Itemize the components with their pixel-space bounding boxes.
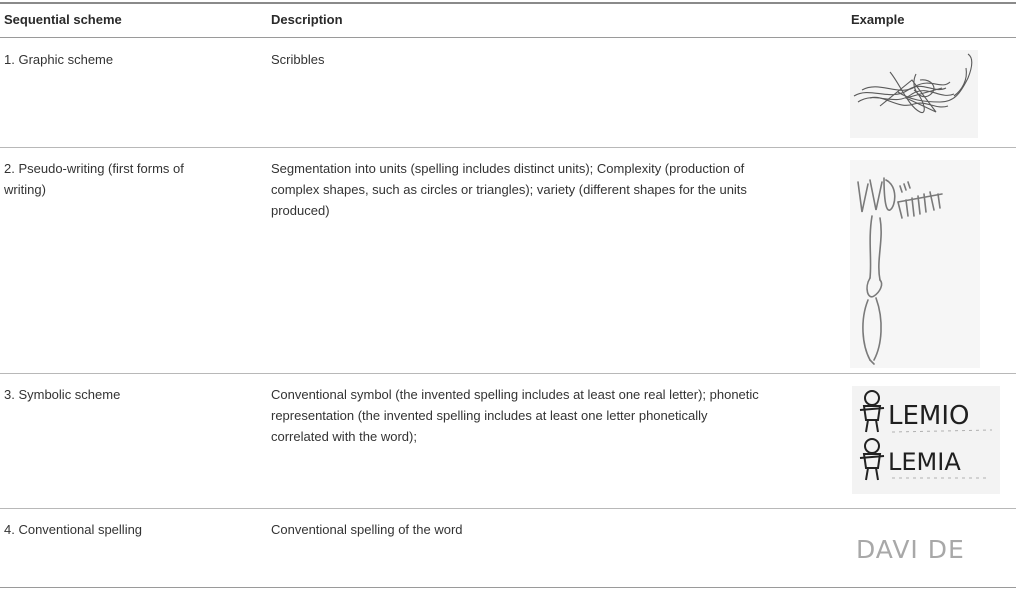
header-rule	[0, 37, 1016, 38]
symbolic-word-2: LEMIA	[888, 448, 961, 476]
row4-scheme: 4. Conventional spelling	[4, 522, 143, 537]
row-divider	[0, 373, 1016, 374]
row3-description: Conventional symbol (the invented spelling includes at least one real letter); phonetic representation (the invented spelling includes at least one letter phonetically correlated with the word);	[271, 387, 759, 444]
conventional-spelling-drawing-icon	[852, 526, 982, 572]
row4-description: Conventional spelling of the word	[271, 522, 463, 537]
row1-description: Scribbles	[271, 52, 325, 67]
row-divider	[0, 508, 1016, 509]
scribble-drawing-icon	[850, 50, 978, 138]
table-top-rule	[0, 2, 1016, 4]
pseudo-writing-drawing-icon	[850, 160, 980, 368]
row1-scheme: 1. Graphic scheme	[4, 52, 114, 67]
header-description: Description	[271, 12, 343, 27]
conventional-word: DAVI DE	[856, 535, 965, 564]
row2-scheme: 2. Pseudo-writing (first forms of writing)	[4, 161, 184, 197]
symbolic-writing-drawing-icon	[852, 386, 1000, 494]
header-scheme: Sequential scheme	[4, 12, 122, 27]
row-divider	[0, 147, 1016, 148]
table-bottom-rule	[0, 587, 1016, 588]
symbolic-word-1: LEMIO	[888, 401, 970, 431]
row3-scheme: 3. Symbolic scheme	[4, 387, 121, 402]
row2-description: Segmentation into units (spelling includes distinct units); Complexity (production of complex shapes, such as circles or triangles); variety (different shapes for the units produced)	[271, 161, 747, 218]
header-example: Example	[851, 12, 905, 27]
